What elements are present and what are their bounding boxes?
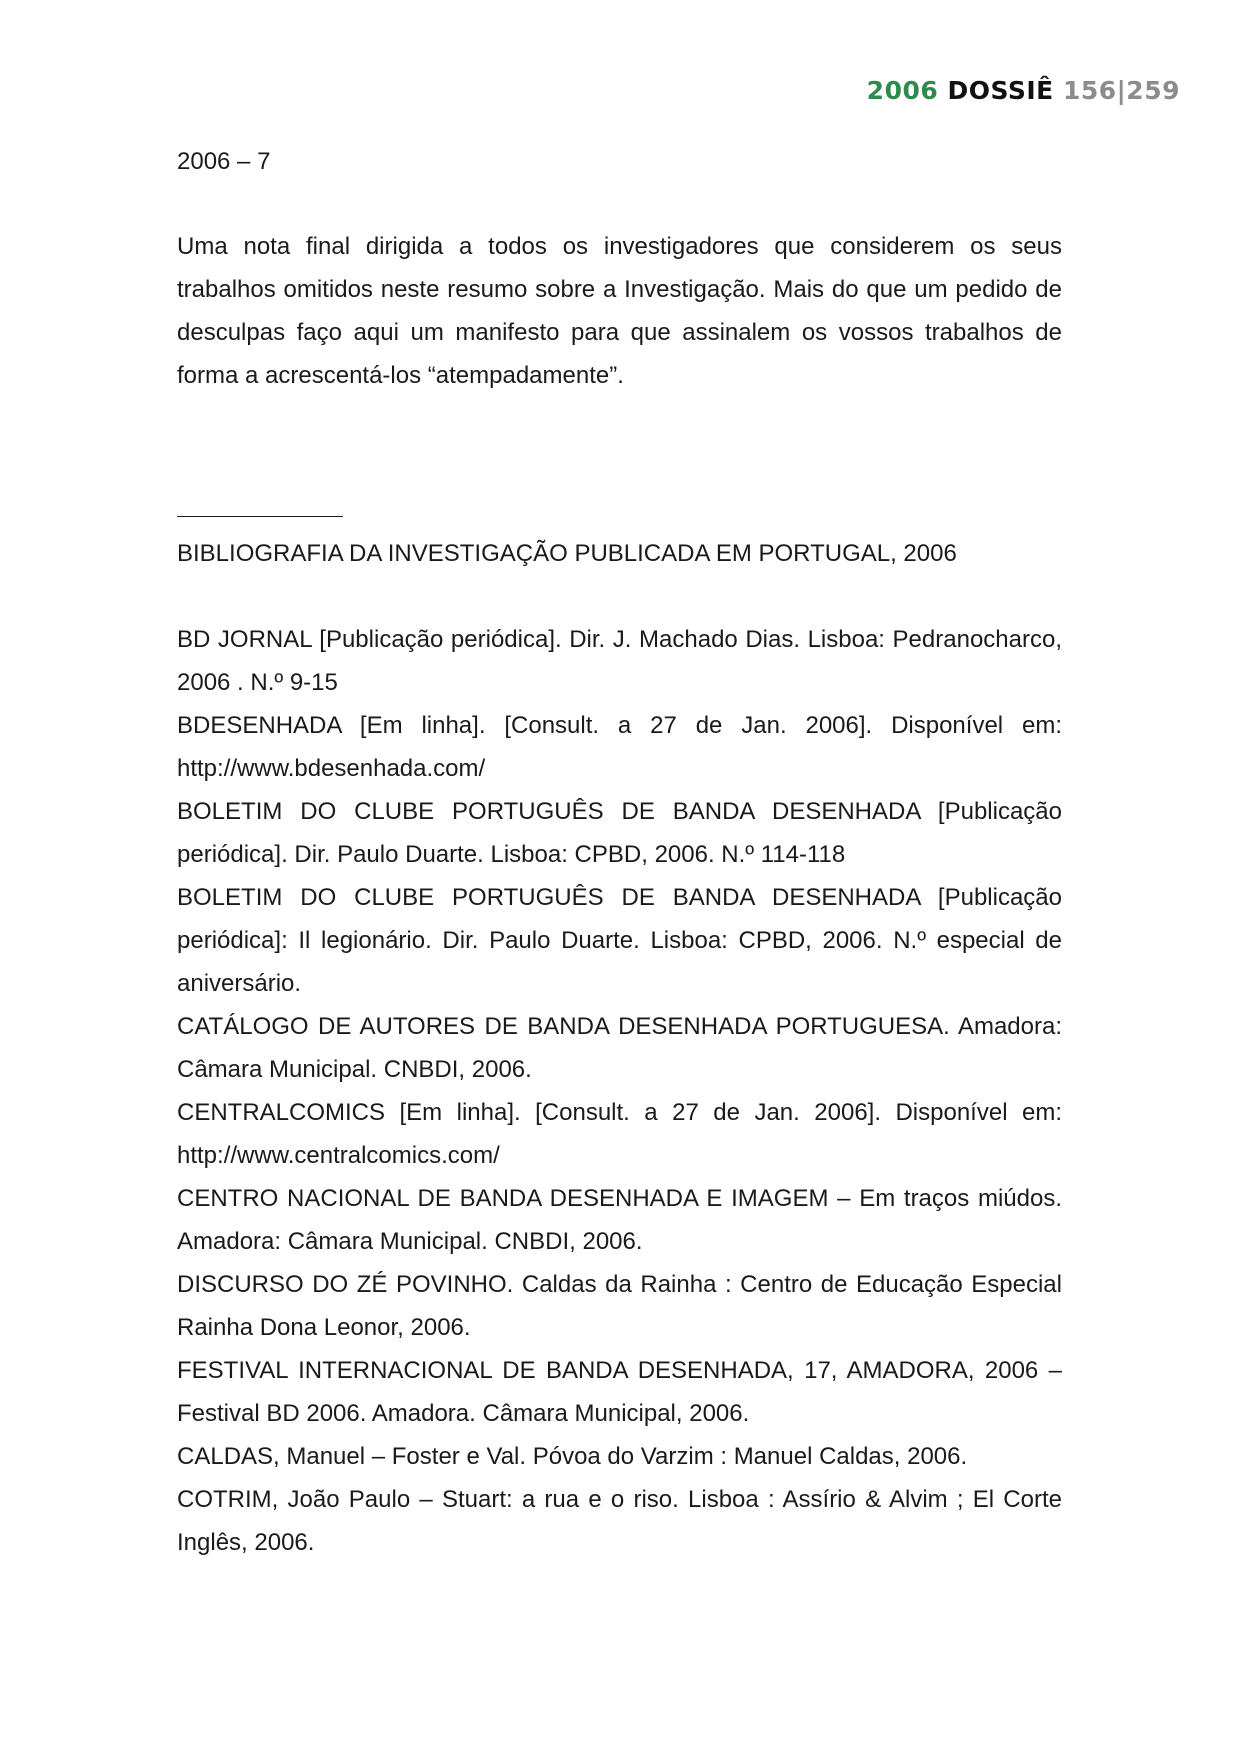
bibliography-entry: CENTRO NACIONAL DE BANDA DESENHADA E IMAGEM – Em traços miúdos. Amadora: Câmara Municipal. CNBDI, 2006. [177,1185,1062,1255]
header-year: 2006 [866,76,939,105]
bibliography-title: BIBLIOGRAFIA DA INVESTIGAÇÃO PUBLICADA EM PORTUGAL, 2006 [177,540,957,567]
bibliography-entry: CATÁLOGO DE AUTORES DE BANDA DESENHADA PORTUGUESA. Amadora: Câmara Municipal. CNBDI, 2006. [177,1013,1062,1083]
bibliography-entry: DISCURSO DO ZÉ POVINHO. Caldas da Rainha : Centro de Educação Especial Rainha Dona Leonor, 2006. [177,1271,1062,1341]
bibliography-entry: BDESENHADA [Em linha]. [Consult. a 27 de Jan. 2006]. Disponível em: http://www.bdesenhada.com/ [177,712,1062,782]
bibliography-entry: BD JORNAL [Publicação periódica]. Dir. J. Machado Dias. Lisboa: Pedranocharco, 2006 . N.º 9-15 [177,626,1062,696]
bibliography-entry: CENTRALCOMICS [Em linha]. [Consult. a 27 de Jan. 2006]. Disponível em: http://www.centralcomics.com/ [177,1099,1062,1169]
page-header [867,76,1180,105]
page-content [177,140,1062,1564]
intro-paragraph: Uma nota final dirigida a todos os investigadores que considerem os seus trabalhos omitidos neste resumo sobre a Investigação. Mais do que um pedido de desculpas faço aqui um manifesto para que assinalem os vossos trabalhos de forma a acrescentá-los “atempadamente”. [177,233,1062,389]
bibliography-entry: FESTIVAL INTERNACIONAL DE BANDA DESENHADA, 17, AMADORA, 2006 – Festival BD 2006. Amadora. Câmara Municipal, 2006. [177,1357,1062,1427]
page-number: 156|259 [1062,76,1180,105]
bibliography-list [177,618,1062,1564]
footnote-divider [177,516,343,517]
bibliography-entry: BOLETIM DO CLUBE PORTUGUÊS DE BANDA DESENHADA [Publicação periódica]: Il legionário. Dir. Paulo Duarte. Lisboa: CPBD, 2006. N.º especial de aniversário. [177,884,1062,997]
section-number: 2006 – 7 [177,148,271,175]
bibliography-entry: BOLETIM DO CLUBE PORTUGUÊS DE BANDA DESENHADA [Publicação periódica]. Dir. Paulo Duarte. Lisboa: CPBD, 2006. N.º 114-118 [177,798,1062,868]
bibliography-entry: COTRIM, João Paulo – Stuart: a rua e o riso. Lisboa : Assírio & Alvim ; El Corte Inglês, 2006. [177,1486,1062,1556]
header-title: DOSSIÊ [947,76,1054,105]
bibliography-entry: CALDAS, Manuel – Foster e Val. Póvoa do Varzim : Manuel Caldas, 2006. [177,1443,968,1470]
